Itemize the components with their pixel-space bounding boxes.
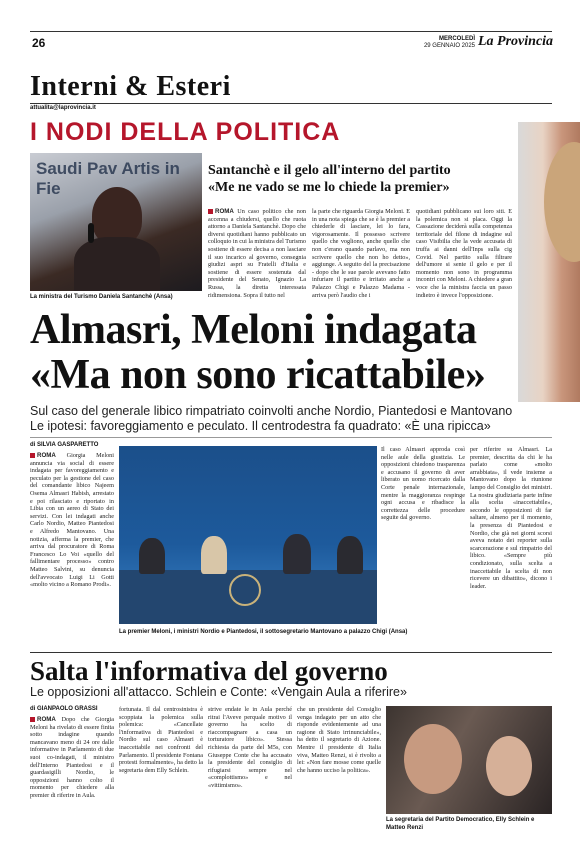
article2-deck-1: Sul caso del generale libico rimpatriato coinvolti anche Nordio, Piantedosi e Mantovano bbox=[30, 404, 513, 418]
person-body bbox=[74, 237, 160, 291]
section-email[interactable]: attualita@laprovincia.it bbox=[30, 105, 96, 111]
photo-caption-2: La premier Meloni, i ministri Nordio e Piantedosi, il sottosegretario Mantovano a palazzo Chigi (Ansa) bbox=[119, 629, 408, 635]
article1-col1-text: Un caso politico che non accenna a chiudersi, quello che ruota attorno a Daniela Santanchè. Dopo che diversi quotidiani hanno pubblicato un colloquio in cui la ministra del Turismo sostiene di essere decisa a non lasciare il suo incarico al governo, consegnia giudizi aspri su Fratelli d'Italia e sostiene di essere sostenuta dal presidente del Senato, Ignazio La Russa, la diretta interessata ridimensiona. Sopra il tutto nel bbox=[208, 208, 306, 299]
article1-col1 bbox=[208, 208, 306, 300]
article2-dateline: ROMA bbox=[37, 452, 56, 459]
article3-col4-text: che un presidente del Consiglio venga indagato per un atto che risponde evidentemente ad una ragione di Stato irrinunciabile», ha detto il segretario di Azione. Mentre il presidente di Italia viva, Matteo Renzi, si è rivolto a lei: «Non fare mosse come quelle che hanno ucciso la politica». bbox=[297, 706, 381, 774]
red-square-icon bbox=[208, 209, 213, 214]
face-2 bbox=[486, 736, 532, 796]
article3-col1 bbox=[30, 716, 114, 826]
hair-shape bbox=[544, 142, 580, 262]
issue-day: MERCOLEDÌ bbox=[439, 36, 475, 42]
photo-banner: Saudi Pav Artis in Fie bbox=[36, 159, 180, 198]
schlein-renzi-photo bbox=[386, 706, 552, 814]
article2-separator bbox=[30, 437, 552, 438]
article3-col4 bbox=[297, 706, 381, 826]
article2-headline-1: Almasri, Meloni indagata bbox=[30, 307, 477, 353]
article3-col1-text: Dopo che Giorgia Meloni ha rivelato di essere finita sotto indagine quando mancavano meno di 24 ore dalle informative in Parlamento di due suoi co-indagati, il ministro dell'Interno Piantedosi e il guardasigilli Nordio, le opposizioni hanno colto il momento per chiedere alla premier di riferire in Aula. bbox=[30, 716, 114, 799]
article3-col2 bbox=[119, 706, 203, 826]
press-conference-photo bbox=[119, 446, 377, 624]
article3-dateline: ROMA bbox=[37, 716, 56, 723]
section-rule bbox=[30, 103, 552, 104]
article2-col1 bbox=[30, 452, 114, 640]
person-3 bbox=[283, 534, 311, 574]
issue-date bbox=[415, 36, 475, 50]
header-rule bbox=[30, 31, 552, 32]
article2-headline-2: «Ma non sono ricattabile» bbox=[30, 352, 486, 398]
article2-col2-text bbox=[30, 640, 31, 641]
article3-byline: di GIANPAOLO GRASSI bbox=[30, 706, 98, 712]
article2-col4-text: per riferire su Almasri. La premier, descritta da chi le ha parlato come «molto arrabbiata», il vede insieme a Mantovano dopo la riunione lampo del Consiglio dei ministri. La nostra giudiziaria parte infine alla scelta «inaccettabile», secondo le opposizioni di far saltare, almeno per il momento, la presenza di Piantedosi e Nordio, che già nei giorni scorsi aveva notato dei reporter sulla scarcerazione e sul rimpatrio del libico. «Sempre più condizionato, sulla scelta a inaccettabile la scelta di non ricevere un dibattito», dicono i leader. bbox=[470, 446, 552, 590]
photo-caption-1: La ministra del Turismo Daniela Santanchè (Ansa) bbox=[30, 294, 173, 300]
article1-col3 bbox=[416, 208, 512, 300]
article3-headline: Salta l'informativa del governo bbox=[30, 656, 388, 686]
article3-separator bbox=[30, 652, 552, 653]
microphone-icon bbox=[88, 223, 94, 243]
article3-col2-text: fortunata. Il dal centrosinistra è scoppiata la polemica sulla polemica: «Cancellate l'informativa di Piantedosi e Nordio sul caso Almasri è inaccettabile nei confronti del Parlamento. Il presidente Fontana protesti formalmente», ha detto la segretaria dem Elly Schlein. bbox=[119, 706, 203, 774]
face-1 bbox=[404, 724, 462, 794]
article2-col3 bbox=[381, 446, 465, 640]
article2-col3-text: Il caso Almasri approda così nelle aule della giustizia. Le opposizioni chiedono trasparenza e accusano il governo di aver liberato un uomo ricercato dalla Corte penale internazionale, mentre la maggioranza respinge ogni accusa e ribadisce la correttezza delle procedure seguite dal governo. bbox=[381, 446, 465, 522]
photo-caption-3: La segretaria del Partito Democratico, Elly Schlein e Matteo Renzi bbox=[386, 817, 535, 831]
article1-dateline: ROMA bbox=[215, 208, 234, 215]
article3-deck: Le opposizioni all'attacco. Schlein e Conte: «Vengain Aula a riferire» bbox=[30, 685, 407, 699]
article1-subtitle: «Me ne vado se me lo chiede la premier» bbox=[208, 180, 450, 195]
person-1 bbox=[139, 538, 165, 574]
article2-byline: di SILVIA GASPARETTO bbox=[30, 442, 99, 448]
article1-title: Santanchè e il gelo all'interno del partito bbox=[208, 163, 451, 178]
article2-col4 bbox=[470, 446, 552, 640]
article2-deck-2: Le ipotesi: favoreggiamento e peculato. Il centrodestra fa quadrato: «È una ripicca» bbox=[30, 419, 491, 433]
article2-col1-text: Giorgia Meloni annuncia via social di essere indagata per favoreggiamento e peculato per la gestione del caso del comandante libico Najeem Osema Almasri Habish, arrestato e poi rilasciato e riportato in Libia con un aereo di Stato dei servizi. Con lei indagati anche Carlo Nordio, Matteo Piantedosi e Alfredo Mantovano. Una notizia, afferma la premier, che arriva dal procuratore di Roma Francesco Lo Voi «quello del fallimentare processo» contro Matteo Salvini, su denuncia dell'avvocato Luigi Li Gotti «molto vicino a Romano Prodi». bbox=[30, 452, 114, 589]
section-title: Interni & Esteri bbox=[30, 71, 231, 102]
kicker-title: I NODI DELLA POLITICA bbox=[30, 118, 341, 146]
newspaper-logo: La Provincia bbox=[478, 34, 554, 49]
person-4 bbox=[337, 536, 363, 574]
seal-icon bbox=[229, 574, 261, 606]
article1-col2-text: la parte che riguarda Giorgia Meloni. E in una nota spiega che se è la premier a chiederle di lasciare, lei lo fara, vigorosamente. Il possesso scrivere quello che vogliono, anche quello che non c'erano quando parlavo, ma non scrivere quello che non ho detto», aggiunge. A seguito del la precisazione - dopo che le sue parole avevano fatto infuriare il partito e irritato anche a Palazzo Chigi e Palazzo Madama - arriva però l'audio che i bbox=[312, 208, 410, 299]
santanche-photo bbox=[30, 153, 202, 291]
article1-col3-text: quotidiani pubblicano sui loro siti. E la polemica non si placa. Oggi la Cassazione deciderà sulla competenza territoriale del filone di indagine sul caso Visibilia che la vede accusata di truffa ai danni dell'Inps sulla cig Covid. Nel partito sulla filtrare dell'umore si sente il gelo e per il momento non sono in programma incontri con Meloni. A chiedere a gran voce che la ministra faccia un passo indietro è invece l'opposizione. bbox=[416, 208, 512, 299]
person-2 bbox=[201, 536, 227, 574]
article2-col2 bbox=[30, 640, 31, 641]
red-square-icon bbox=[30, 453, 35, 458]
article3-col3 bbox=[208, 706, 292, 826]
article1-col2 bbox=[312, 208, 410, 300]
issue-full-date: 29 GENNAIO 2025 bbox=[423, 43, 475, 49]
article3-col3-text: strive endate le in Aula perché ritrai l'Aveve perquale motivo il governo ha scelto di riaccompagnare a casa un torturatore libico». Stessa richiesta da parte del M5s, con Giuseppe Conte che ha accusato la presidente del consiglio di rifugiarsi sempre nel «complottismo» e nel «vittimismo». bbox=[208, 706, 292, 789]
red-square-icon bbox=[30, 717, 35, 722]
page-number: 26 bbox=[32, 36, 46, 50]
